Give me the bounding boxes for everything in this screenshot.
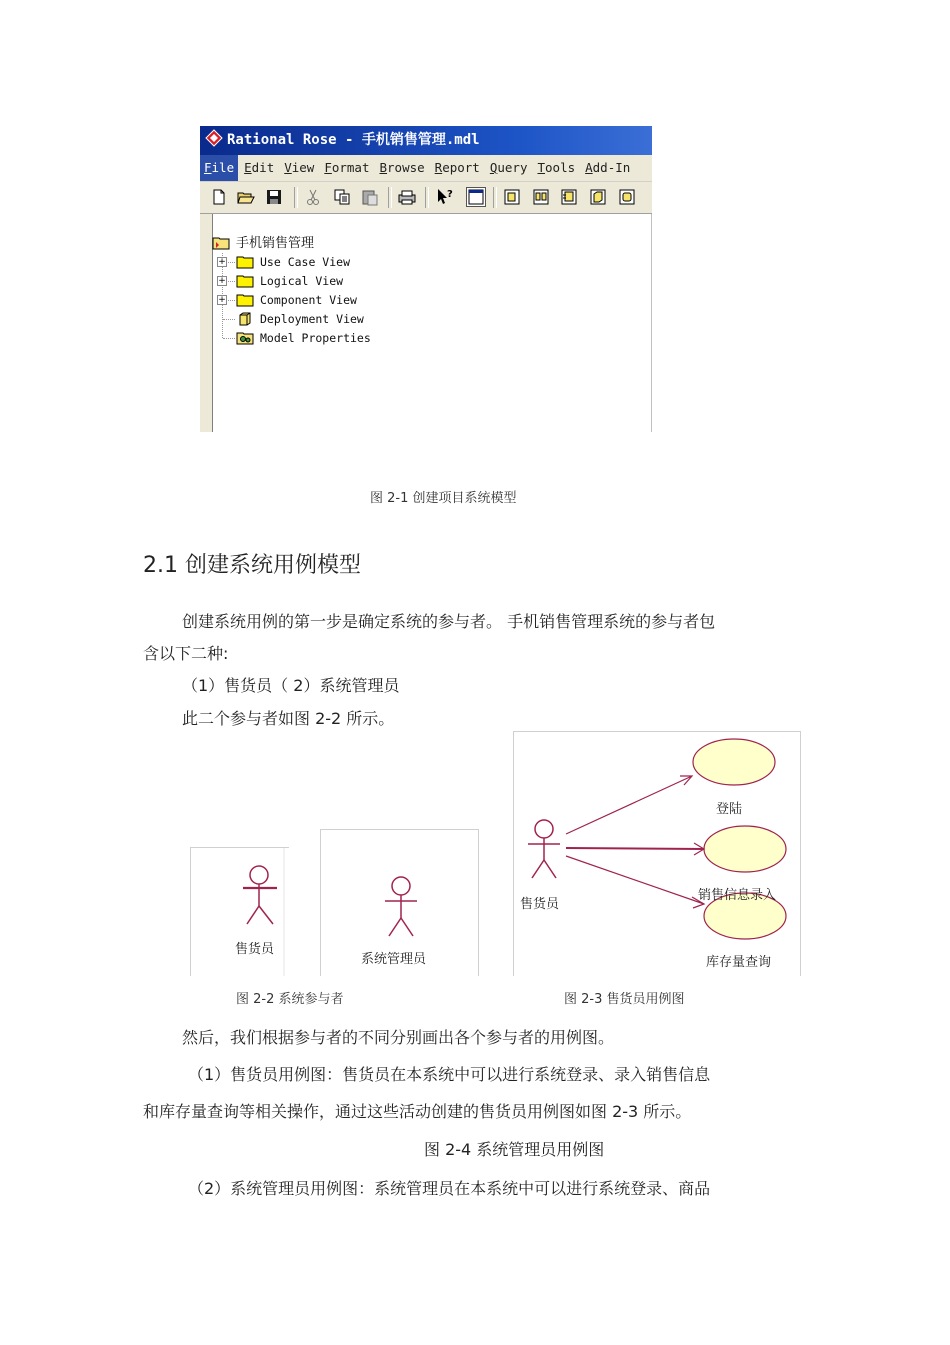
association-inventory: [566, 856, 704, 904]
open-icon[interactable]: [237, 188, 255, 206]
paragraph-1-line-1: 创建系统用例的第一步是确定系统的参与者。 手机销售管理系统的参与者包: [182, 612, 716, 631]
window-title: Rational Rose - 手机销售管理.mdl: [227, 132, 480, 148]
menu-item-label-rest: rowse: [387, 160, 425, 175]
association-sales-entry: [566, 848, 704, 849]
figure-caption-2-3: 图 2-3 售货员用例图: [564, 992, 685, 1007]
context-help-icon[interactable]: [436, 188, 454, 206]
menu-item-label-rest: eport: [442, 160, 480, 175]
toolbar-separator: [388, 187, 392, 208]
figure-caption-2-4: 图 2-4 系统管理员用例图: [424, 1140, 605, 1159]
actor-admin-label: 系统管理员: [361, 952, 427, 967]
menu-item-mnemonic: F: [324, 160, 332, 175]
expand-icon[interactable]: +: [218, 257, 226, 267]
menu-item-mnemonic: R: [434, 160, 443, 175]
menu-item-file[interactable]: [200, 155, 238, 181]
association-login: [566, 776, 692, 834]
rational-rose-window: [200, 126, 652, 432]
tree-item-label: Component View: [260, 293, 357, 307]
paragraph-1-line-2: 含以下二种:: [143, 644, 229, 663]
state-diagram-icon[interactable]: [618, 188, 636, 206]
menu-item-report[interactable]: [431, 155, 484, 181]
expand-icon[interactable]: +: [218, 295, 226, 305]
menu-item-mnemonic: A: [585, 160, 593, 175]
figure-actor-salesperson: [190, 847, 289, 976]
menu-item-view[interactable]: [280, 155, 318, 181]
figure-actor-admin: [320, 829, 479, 976]
class-diagram-icon[interactable]: [503, 188, 521, 206]
rose-app-icon: [205, 129, 223, 147]
menu-bar: [200, 155, 652, 182]
use-case-inventory-label: 库存量查询: [706, 955, 772, 970]
tree-item-logical-view[interactable]: [236, 272, 343, 291]
menu-item-add-in[interactable]: [581, 155, 634, 181]
figure-caption-2-1: 图 2-1 创建项目系统模型: [370, 491, 517, 506]
figure-salesperson-use-cases: [513, 731, 801, 976]
deployment-icon: [236, 312, 254, 326]
tree-item-model-properties[interactable]: [236, 329, 371, 348]
paragraph-2: （1）售货员（ 2）系统管理员: [182, 676, 400, 695]
paste-icon[interactable]: [361, 188, 379, 206]
actor-salesperson-label: 售货员: [235, 942, 275, 957]
menu-item-format[interactable]: [320, 155, 373, 181]
figure-caption-2-2: 图 2-2 系统参与者: [236, 992, 344, 1007]
tree-item-label: Model Properties: [260, 331, 371, 345]
paragraph-5-line-2: 和库存量查询等相关操作，通过这些活动创建的售货员用例图如图 2-3 所示。: [143, 1102, 692, 1121]
paragraph-3: 此二个参与者如图 2-2 所示。: [182, 709, 395, 728]
tree-guide-line: [223, 319, 235, 320]
menu-item-tools[interactable]: [533, 155, 579, 181]
actor-figure: [528, 820, 560, 878]
menu-item-label-rest: ile: [211, 160, 235, 175]
toolbar-separator: [425, 187, 429, 208]
tree-item-label: Logical View: [260, 274, 344, 288]
paragraph-4: 然后，我们根据参与者的不同分别画出各个参与者的用例图。: [182, 1028, 615, 1047]
use-case-diagram-icon[interactable]: [532, 188, 550, 206]
tree-root-label: 手机销售管理: [236, 236, 315, 251]
menu-item-label-rest: uery: [497, 160, 528, 175]
cut-icon[interactable]: [304, 188, 322, 206]
use-case-login-label: 登陆: [716, 802, 743, 817]
tree-item-use-case-view[interactable]: [236, 253, 350, 272]
section-heading: 2.1 创建系统用例模型: [143, 553, 361, 578]
toolbar-separator: [493, 187, 497, 208]
paragraph-6: （2）系统管理员用例图：系统管理员在本系统中可以进行系统登录、商品: [188, 1179, 711, 1198]
folder-icon: [236, 293, 254, 307]
tree-root[interactable]: [212, 234, 314, 253]
menu-item-mnemonic: Q: [489, 160, 498, 175]
paragraph-5-line-1: （1）售货员用例图：售货员在本系统中可以进行系统登录、录入销售信息: [188, 1065, 711, 1084]
tree-item-component-view[interactable]: [236, 291, 357, 310]
menu-item-query[interactable]: [486, 155, 532, 181]
component-diagram-icon[interactable]: [560, 188, 578, 206]
use-case-sales-entry-label: 销售信息录入: [698, 888, 777, 903]
menu-item-label-rest: ools: [545, 160, 576, 175]
expand-icon[interactable]: +: [218, 276, 226, 286]
menu-item-mnemonic: B: [379, 160, 388, 175]
toolbar: [200, 182, 652, 214]
menu-item-mnemonic: T: [537, 160, 546, 175]
model-root-icon: [212, 236, 230, 250]
copy-icon[interactable]: [333, 188, 351, 206]
save-icon[interactable]: [265, 188, 283, 206]
print-icon[interactable]: [398, 188, 416, 206]
view-browser-icon[interactable]: [466, 187, 486, 207]
menu-item-mnemonic: E: [244, 160, 252, 175]
menu-item-edit[interactable]: [240, 155, 278, 181]
use-case-diagram: [514, 732, 800, 976]
use-case-sales-entry: [704, 826, 786, 872]
menu-item-label-rest: iew: [291, 160, 315, 175]
new-icon[interactable]: [210, 188, 228, 206]
tree-guide-line: [223, 338, 235, 339]
menu-item-label-rest: ormat: [331, 160, 370, 175]
folder-icon: [236, 255, 254, 269]
tree-item-label: Use Case View: [260, 255, 351, 269]
menu-item-mnemonic: V: [284, 160, 292, 175]
window-title-bar: [200, 126, 652, 155]
toolbar-separator: [294, 187, 298, 208]
menu-item-browse[interactable]: [376, 155, 429, 181]
tree-item-deployment-view[interactable]: [236, 310, 364, 329]
deployment-diagram-icon[interactable]: [589, 188, 607, 206]
menu-item-label-rest: dd-In: [592, 160, 631, 175]
menu-item-label-rest: dit: [251, 160, 275, 175]
use-case-login: [693, 739, 775, 785]
use-case-actor-label: 售货员: [520, 897, 560, 912]
properties-icon: [236, 331, 254, 345]
svg-text:?: ?: [447, 189, 453, 200]
tree-item-label: Deployment View: [260, 312, 364, 326]
menu-item-mnemonic: F: [204, 160, 212, 175]
folder-icon: [236, 274, 254, 288]
